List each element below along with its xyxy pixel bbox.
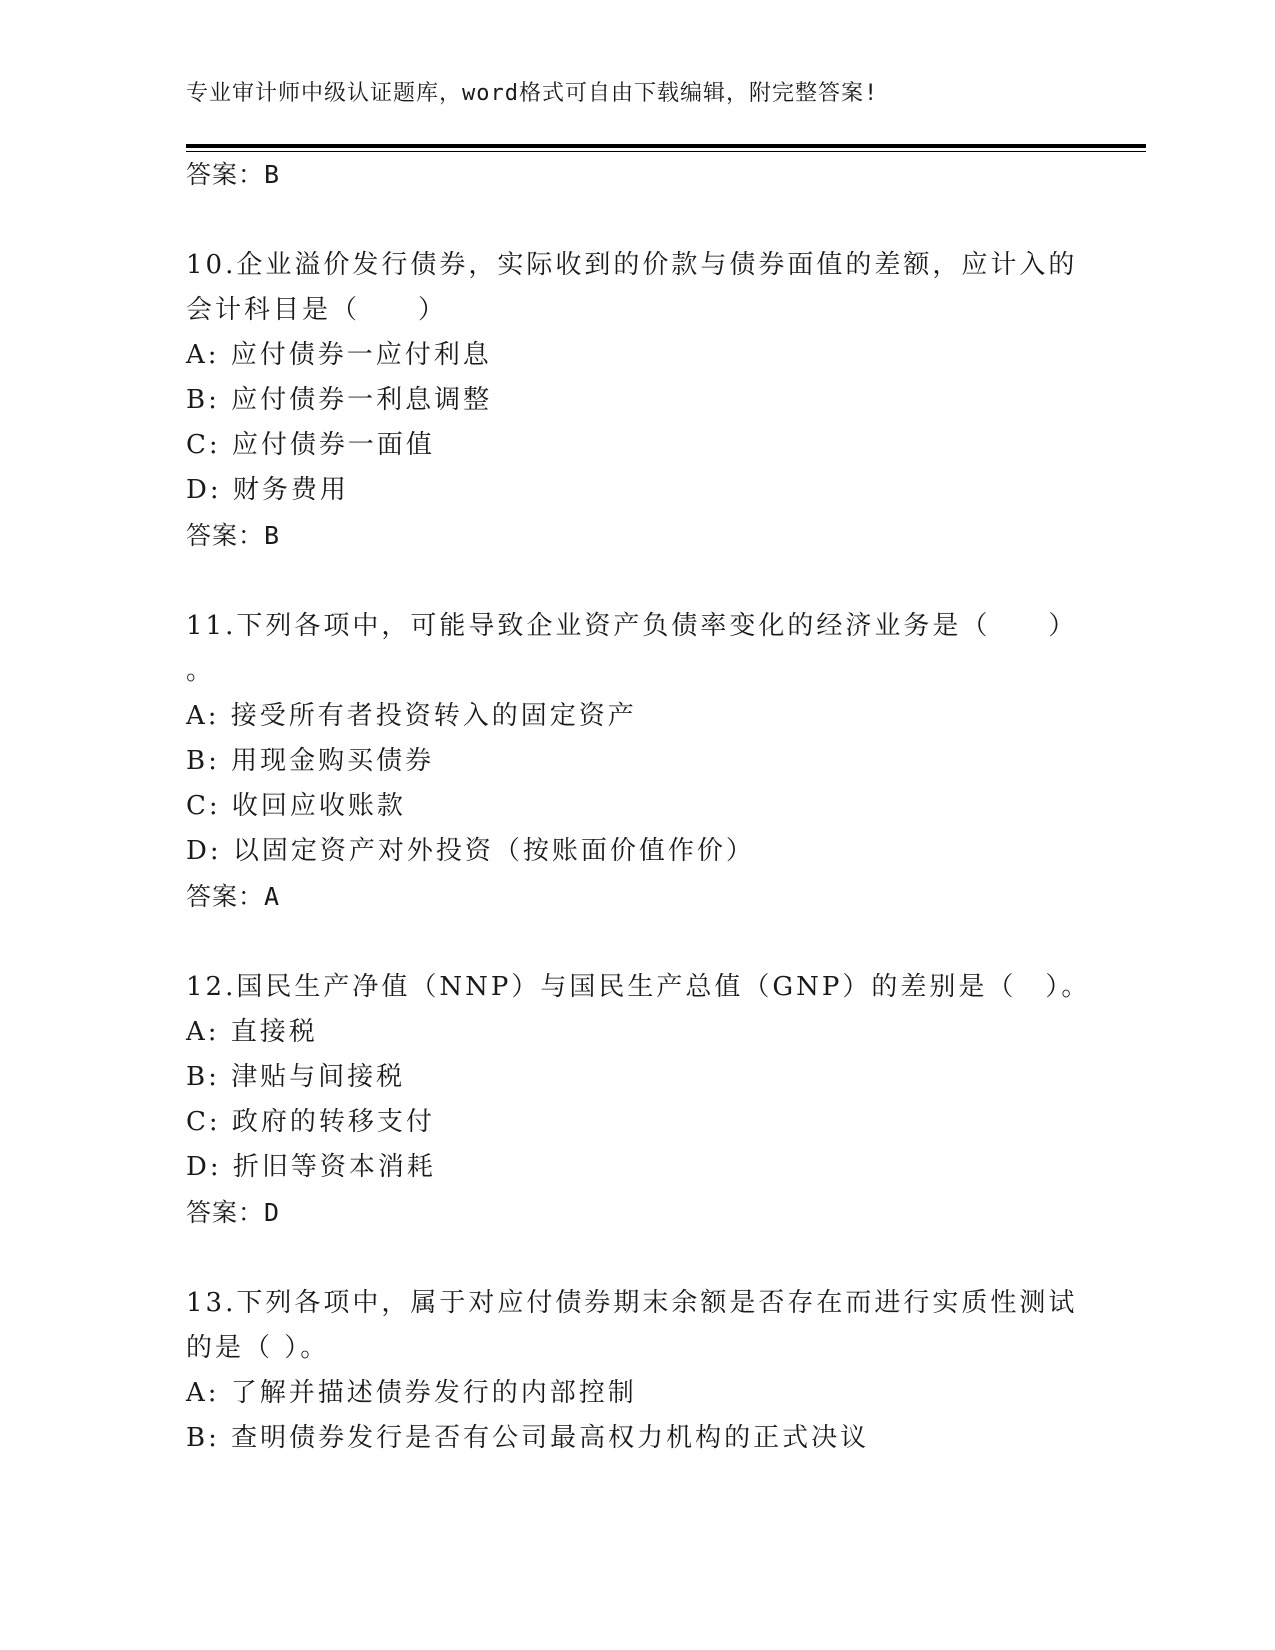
answer-line [186,1190,1086,1235]
answer-label: 答案： [186,160,265,189]
question-block [186,243,1086,558]
option-a: A: 应付债券一应付利息 [186,340,492,370]
answer-value: B [264,521,281,550]
question-block [186,965,1091,1235]
question-stem: 10.企业溢价发行债券，实际收到的价款与债券面值的差额，应计入的 [186,250,1078,280]
answer-line [186,152,1086,197]
question-stem: 的是（ ）。 [186,1333,330,1363]
option-b: B: 用现金购买债券 [186,746,435,776]
option-c: C: 政府的转移支付 [186,1107,435,1137]
question-stem: 13.下列各项中，属于对应付债券期末余额是否存在而进行实质性测试 [186,1288,1078,1318]
question-stem: 12.国民生产净值（NNP）与国民生产总值（GNP）的差别是（ ）。 [186,972,1091,1002]
option-d: D: 折旧等资本消耗 [186,1152,436,1182]
option-d: D: 以固定资产对外投资（按账面价值作价） [186,836,755,866]
option-b: B: 查明债券发行是否有公司最高权力机构的正式决议 [186,1423,870,1453]
answer-line [186,874,1086,919]
option-b: B: 应付债券一利息调整 [186,385,493,415]
answer-label: 答案： [186,882,265,911]
answer-value: A [264,882,281,911]
question-block [186,1281,1086,1461]
question-list [186,152,1091,1461]
option-d: D: 财务费用 [186,475,349,505]
option-a: A: 了解并描述债券发行的内部控制 [186,1378,637,1408]
answer-value: D [264,1198,281,1227]
option-c: C: 应付债券一面值 [186,430,435,460]
question-stem: 。 [186,656,216,686]
option-a: A: 接受所有者投资转入的固定资产 [186,701,637,731]
answer-line [186,513,1086,558]
option-c: C: 收回应收账款 [186,791,406,821]
header-rule-thick [186,144,1146,148]
answer-value: B [264,160,281,189]
answer-label: 答案： [186,521,265,550]
question-stem: 会计科目是（ ） [186,295,448,325]
answer-label: 答案： [186,1198,265,1227]
option-a: A: 直接税 [186,1017,318,1047]
question-block [186,604,1086,919]
question-stem: 11.下列各项中，可能导致企业资产负债率变化的经济业务是（ ） [186,611,1078,641]
option-b: B: 津贴与间接税 [186,1062,406,1092]
page-header: 专业审计师中级认证题库，word格式可自由下载编辑，附完整答案! [186,81,879,106]
